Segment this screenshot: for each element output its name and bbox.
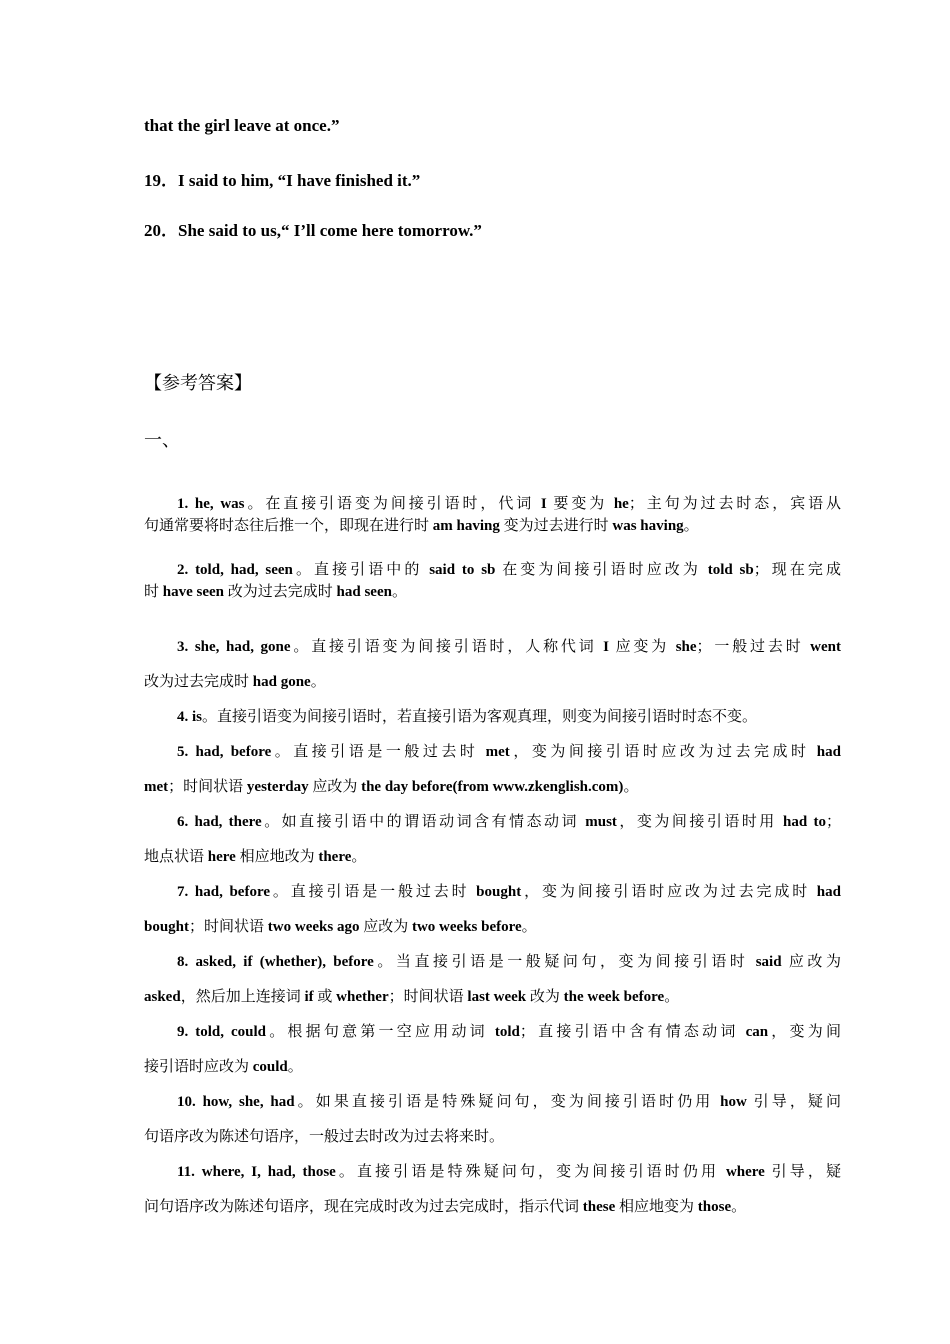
answer-7-term: two weeks before xyxy=(411,919,522,935)
answer-8-term: if xyxy=(304,989,314,1005)
answer-5-term: the day before(from www.zkenglish.com) xyxy=(361,779,624,795)
answer-5-key: 5. had, before xyxy=(177,744,272,760)
answer-5-term: yesterday xyxy=(246,779,309,795)
answer-5-text: 应改为 xyxy=(308,779,362,795)
answer-1-line-1 xyxy=(144,492,841,513)
answer-3-text: ；一般过去时 xyxy=(696,639,811,655)
answer-10-key: 10. how, she, had xyxy=(177,1094,295,1110)
answer-1-text: 句通常要将时态往后推一个，即现在进行时 xyxy=(144,518,433,534)
answer-5-text: ，变为间接引语时应改为过去完成时 xyxy=(509,744,817,760)
answer-5-term: met xyxy=(144,779,169,795)
answer-6-term: here xyxy=(207,849,236,865)
answer-11-term: those xyxy=(697,1199,732,1215)
answer-6-term: must xyxy=(585,814,617,830)
answer-5-line-2 xyxy=(144,775,808,796)
answer-9-line-2 xyxy=(144,1055,808,1076)
answer-11-key: 11. where, I, had, those xyxy=(177,1164,336,1180)
answer-9-text: 接引语时应改为 xyxy=(144,1059,253,1075)
answer-1-term: am having xyxy=(432,518,500,534)
answer-1-text: 。在直接引语变为间接引语时，代词 xyxy=(244,496,541,512)
answer-8-text: 或 xyxy=(313,989,337,1005)
answer-8-text: 。 xyxy=(664,989,680,1005)
answer-4-key: 4. is xyxy=(177,709,203,725)
answer-3-line-1 xyxy=(144,635,841,656)
answer-2-text: 时 xyxy=(144,584,163,600)
answer-7-term: two weeks ago xyxy=(267,919,360,935)
answer-5-text: ；时间状语 xyxy=(168,779,247,795)
answer-7-text: ，变为间接引语时应改为过去完成时 xyxy=(521,884,817,900)
answer-4-text: 。直接引语变为间接引语时，若直接引语为客观真理，则变为间接引语时时态不变。 xyxy=(202,709,758,725)
answer-11-term: these xyxy=(582,1199,616,1215)
answer-6-text: 相应地改为 xyxy=(235,849,319,865)
answer-2-term: told sb xyxy=(707,562,754,578)
answer-8-term: said xyxy=(755,954,782,970)
answer-11-line-2 xyxy=(144,1195,808,1216)
answer-8-text: 改为 xyxy=(526,989,564,1005)
answer-9-text: ，变为间 xyxy=(768,1024,841,1040)
answer-3-text: 应变为 xyxy=(609,639,676,655)
answer-3-line-2 xyxy=(144,670,808,691)
answer-1-term: I xyxy=(540,496,547,512)
answer-6-text: 。如直接引语中的谓语动词含有情态动词 xyxy=(261,814,586,830)
answer-7-key: 7. had, before xyxy=(177,884,270,900)
answer-1-text: 。 xyxy=(683,518,699,534)
answer-1-text: 要变为 xyxy=(546,496,614,512)
answer-8-text: 。当直接引语是一般疑问句，变为间接引语时 xyxy=(373,954,756,970)
question-19: 19．I said to him, “I have finished it.” xyxy=(144,171,421,190)
answer-2-term: had seen xyxy=(336,584,392,600)
answer-10-term: how xyxy=(720,1094,747,1110)
answer-10-text: 引导，疑问 xyxy=(746,1094,841,1110)
answer-8-line-2 xyxy=(144,985,808,1006)
answer-11-term: where xyxy=(725,1164,765,1180)
answer-5-term: met xyxy=(485,744,510,760)
answer-5-text: 。 xyxy=(623,779,639,795)
answer-2-term: have seen xyxy=(162,584,225,600)
answer-3-term: had gone xyxy=(252,674,311,690)
answer-6-term: had to xyxy=(783,814,826,830)
answer-11-text: 引导，疑 xyxy=(764,1164,841,1180)
answer-5-line-1 xyxy=(144,740,841,761)
answer-11-text: 。 xyxy=(731,1199,747,1215)
answer-2-text: ；现在完成 xyxy=(753,562,841,578)
answer-7-term: bought xyxy=(476,884,522,900)
answer-2-text: 在变为间接引语时应改为 xyxy=(495,562,708,578)
answer-8-text: ，然后加上连接词 xyxy=(180,989,305,1005)
answer-7-text: 应改为 xyxy=(359,919,412,935)
answer-2-term: said to sb xyxy=(429,562,496,578)
answer-2-text: 。直接引语中的 xyxy=(292,562,430,578)
answer-2-text: 改为过去完成时 xyxy=(224,584,337,600)
answer-1-term: was having xyxy=(612,518,684,534)
answer-6-text: 地点状语 xyxy=(144,849,208,865)
answer-1-term: he xyxy=(613,496,629,512)
answer-8-term: asked xyxy=(144,989,181,1005)
answer-4-line-1 xyxy=(144,705,841,726)
answer-8-term: whether xyxy=(336,989,389,1005)
answer-11-text: 问句语序改为陈述句语序，现在完成时改为过去完成时，指示代词 xyxy=(144,1199,583,1215)
answer-1-key: 1. he, was xyxy=(177,496,245,512)
answer-8-term: last week xyxy=(467,989,527,1005)
answer-10-line-1 xyxy=(144,1090,841,1111)
answer-6-line-2 xyxy=(144,845,808,866)
answer-11-line-1 xyxy=(144,1160,841,1181)
answer-6-key: 6. had, there xyxy=(177,814,262,830)
answer-3-text: 。 xyxy=(310,674,326,690)
answer-heading: 【参考答案】 xyxy=(144,373,252,393)
answer-2-text: 。 xyxy=(391,584,407,600)
answer-11-text: 相应地变为 xyxy=(615,1199,698,1215)
answer-1-text: ；主句为过去时态，宾语从 xyxy=(628,496,841,512)
answer-7-line-2 xyxy=(144,915,808,936)
answer-5-term: had xyxy=(816,744,841,760)
question-line-18-cont: that the girl leave at once.” xyxy=(144,116,340,135)
answer-2-line-2 xyxy=(144,580,808,601)
answer-3-key: 3. she, had, gone xyxy=(177,639,291,655)
answer-7-term: had xyxy=(816,884,841,900)
answer-7-term: bought xyxy=(144,919,190,935)
answer-9-term: can xyxy=(745,1024,769,1040)
answer-9-text: 。 xyxy=(287,1059,303,1075)
answer-1-text: 变为过去进行时 xyxy=(499,518,613,534)
answer-8-key: 8. asked, if (whether), before xyxy=(177,954,374,970)
answer-6-line-1 xyxy=(144,810,841,831)
answer-8-term: the week before xyxy=(563,989,665,1005)
answer-2-key: 2. told, had, seen xyxy=(177,562,293,578)
section-number: 一、 xyxy=(144,430,180,450)
answer-6-text: ，变为间接引语时用 xyxy=(616,814,784,830)
answer-11-text: 。直接引语是特殊疑问句，变为间接引语时仍用 xyxy=(335,1164,726,1180)
answer-1-line-2 xyxy=(144,514,808,535)
answer-5-text: 。直接引语是一般过去时 xyxy=(271,744,486,760)
answer-3-text: 。直接引语变为间接引语时，人称代词 xyxy=(290,639,604,655)
answer-7-text: 。 xyxy=(521,919,537,935)
answer-8-line-1 xyxy=(144,950,841,971)
answer-7-text: 。直接引语是一般过去时 xyxy=(269,884,477,900)
answer-7-text: ；时间状语 xyxy=(189,919,268,935)
question-20: 20．She said to us,“ I’ll come here tomorrow.” xyxy=(144,221,482,240)
answer-8-text: ；时间状语 xyxy=(388,989,468,1005)
answer-9-term: could xyxy=(252,1059,288,1075)
answer-3-text: 改为过去完成时 xyxy=(144,674,253,690)
answer-7-line-1 xyxy=(144,880,841,901)
answer-8-text: 应改为 xyxy=(781,954,841,970)
answer-9-term: told xyxy=(494,1024,520,1040)
answer-9-text: ；直接引语中含有情态动词 xyxy=(519,1024,746,1040)
answer-3-term: went xyxy=(810,639,841,655)
answer-3-term: she xyxy=(675,639,697,655)
answer-6-text: 。 xyxy=(351,849,367,865)
answer-3-term: I xyxy=(603,639,610,655)
answer-6-text: ； xyxy=(825,814,841,830)
answer-10-line-2 xyxy=(144,1125,808,1146)
answer-10-text: 句语序改为陈述句语序，一般过去时改为过去将来时。 xyxy=(144,1129,505,1145)
answer-10-text: 。如果直接引语是特殊疑问句，变为间接引语时仍用 xyxy=(294,1094,721,1110)
answer-9-line-1 xyxy=(144,1020,841,1041)
answer-9-text: 。根据句意第一空应用动词 xyxy=(265,1024,495,1040)
answer-9-key: 9. told, could xyxy=(177,1024,266,1040)
answer-2-line-1 xyxy=(144,558,841,579)
answer-6-term: there xyxy=(318,849,352,865)
